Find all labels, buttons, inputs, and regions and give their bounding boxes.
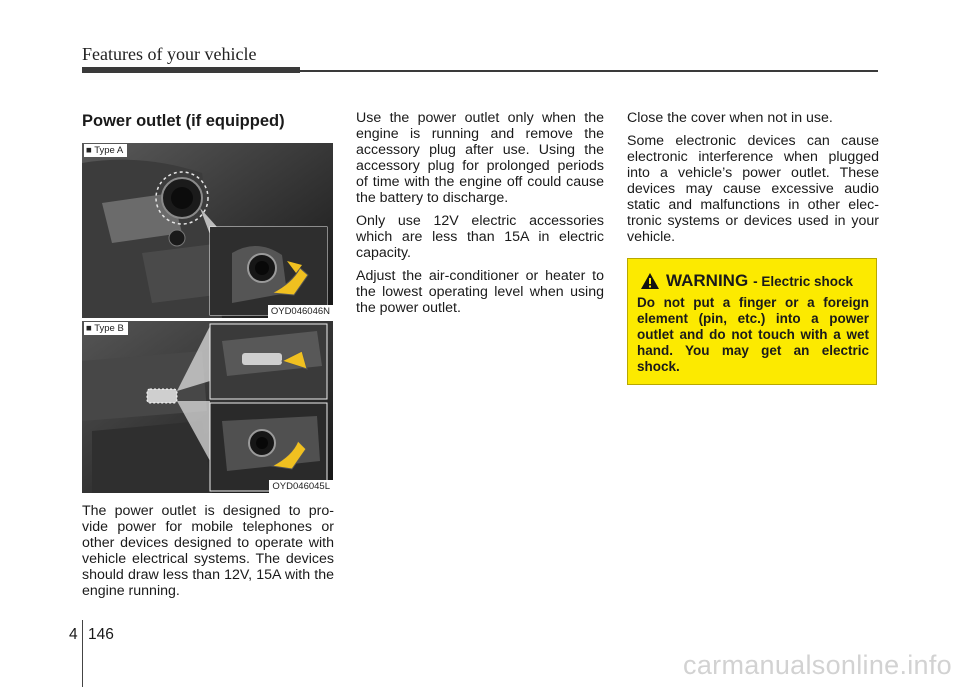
type-b-figure-code: OYD046045L: [269, 480, 333, 493]
body-paragraph: Use the power outlet only when the engine is running and remove the accessory plug after use. Using the accessory plug for prolonged periods of time with the engine off could cause the battery to discharge.: [356, 110, 604, 206]
section-heading: Power outlet (if equipped): [82, 112, 285, 130]
warning-box: [627, 258, 877, 385]
warning-triangle-icon: [640, 272, 660, 290]
warning-subtitle: - Electric shock: [753, 273, 853, 289]
column-2: [356, 110, 604, 323]
type-a-label: ■ Type A: [84, 144, 127, 157]
body-paragraph: Adjust the air-conditioner or heater to the lowest operating level when using the power outlet.: [356, 268, 604, 316]
footer-divider: [82, 620, 83, 687]
watermark: carmanualsonline.info: [683, 650, 952, 680]
type-a-figure-code: OYD046046N: [268, 305, 333, 318]
type-b-label: ■ Type B: [84, 322, 128, 335]
header-rule-thick: [82, 67, 300, 73]
body-paragraph: The power outlet is designed to pro-vide power for mobile telephones or other devices designed to operate with vehicle electrical systems. The devices should draw less than 12V, 15A with the engine running.: [82, 503, 334, 599]
body-paragraph: Some electronic devices can cause electronic interference when plugged into a vehicle’s power outlet. These devices may cause excessive audio static and malfunctions in other elec-tronic systems or devices used in your vehicle.: [627, 133, 879, 245]
column-1: [82, 110, 334, 606]
figure-type-a: [82, 143, 333, 318]
footer-chapter-number: 4: [69, 626, 78, 643]
footer-page-number: 146: [88, 626, 114, 643]
power-outlet-photo-type-a: [82, 143, 333, 318]
page-header-title: Features of your vehicle: [82, 44, 257, 64]
body-paragraph: Only use 12V electric accessories which are less than 15A in electric capacity.: [356, 213, 604, 261]
warning-text: Do not put a finger or a foreign element (pin, etc.) into a power outlet and do not touch with a wet hand. You may get an electric shock.: [637, 295, 869, 374]
warning-header: [640, 271, 853, 291]
column-3: [627, 110, 879, 252]
header-rule-thin: [300, 70, 878, 72]
figure-type-b: [82, 321, 333, 493]
warning-title: WARNING: [666, 271, 749, 290]
power-outlet-photo-type-b: [82, 321, 333, 493]
body-paragraph: Close the cover when not in use.: [627, 110, 833, 126]
